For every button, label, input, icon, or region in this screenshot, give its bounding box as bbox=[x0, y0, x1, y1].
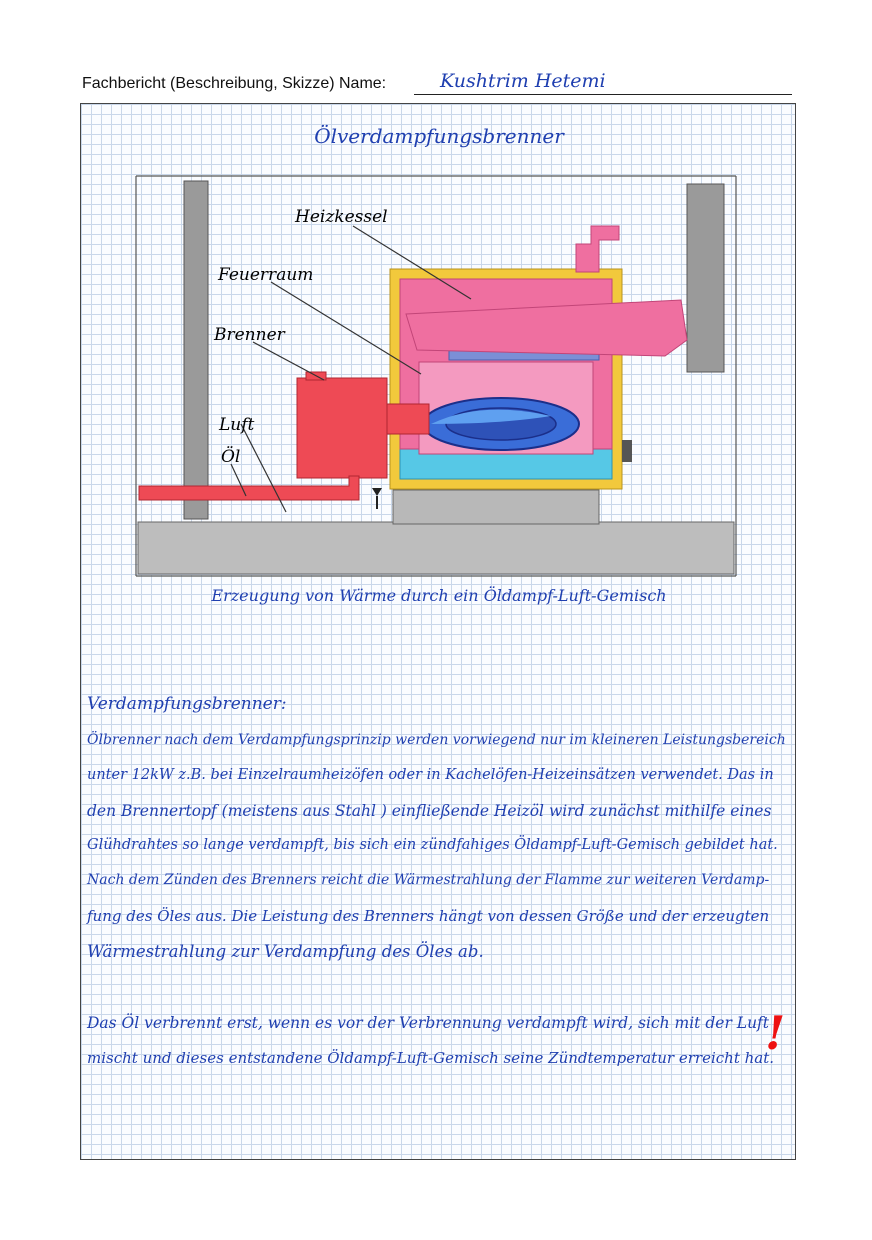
paragraph1-line: Ölbrenner nach dem Verdampfungsprinzip werden vorwiegend nur im kleineren Leistungsbereich bbox=[87, 732, 786, 748]
label-brenner: Brenner bbox=[214, 325, 285, 345]
expansion-pipe bbox=[576, 226, 619, 272]
right-wall bbox=[687, 184, 724, 372]
oil-supply-line bbox=[139, 476, 359, 500]
burner-sketch bbox=[81, 104, 796, 584]
paragraph1-line: fung des Öles aus. Die Leistung des Brenners hängt von dessen Größe und der erzeugten bbox=[87, 907, 770, 925]
label-heizkessel: Heizkessel bbox=[295, 207, 388, 227]
label-luft: Luft bbox=[219, 415, 255, 435]
label-feuerraum: Feuerraum bbox=[218, 265, 314, 285]
section-heading: Verdampfungsbrenner: bbox=[87, 694, 287, 714]
paragraph1-line: den Brennertopf (meistens aus Stahl ) einfließende Heizöl wird zunächst mithilfe eines bbox=[87, 802, 772, 820]
burner-body bbox=[297, 378, 387, 478]
left-wall bbox=[184, 181, 208, 519]
diagram-caption: Erzeugung von Wärme durch ein Öldampf-Luft-Gemisch bbox=[211, 586, 667, 605]
diagram-title: Ölverdampfungsbrenner bbox=[314, 124, 564, 148]
label-oel: Öl bbox=[221, 447, 241, 467]
paragraph2-line: Das Öl verbrennt erst, wenn es vor der Verbrennung verdampft wird, sich mit der Luft bbox=[87, 1014, 770, 1032]
name-underline bbox=[414, 94, 792, 95]
paragraph1-line: Wärmestrahlung zur Verdampfung des Öles ab. bbox=[87, 942, 484, 961]
drain-valve bbox=[622, 440, 632, 462]
emphasis-mark: ! bbox=[765, 1006, 786, 1060]
paragraph1-line: Glühdrahtes so lange verdampft, bis sich ein zündfahiges Öldampf-Luft-Gemisch gebildet hat. bbox=[87, 837, 778, 853]
floor-slab bbox=[138, 522, 734, 574]
leader-brenner bbox=[253, 342, 324, 380]
burner-nozzle bbox=[387, 404, 429, 434]
student-name: Kushtrim Hetemi bbox=[440, 70, 606, 92]
graph-paper-sheet bbox=[80, 103, 796, 1160]
paragraph2-line: mischt und dieses entstandene Öldampf-Luft-Gemisch seine Zündtemperatur erreicht hat. bbox=[87, 1049, 775, 1067]
report-header-label: Fachbericht (Beschreibung, Skizze) Name: bbox=[82, 75, 387, 92]
boiler-pedestal bbox=[393, 490, 599, 524]
air-inlet-arrow bbox=[372, 488, 382, 496]
paragraph1-line: Nach dem Zünden des Brenners reicht die Wärmestrahlung der Flamme zur weiteren Verdamp- bbox=[87, 872, 770, 888]
paragraph1-line: unter 12kW z.B. bei Einzelraumheizöfen oder in Kachelöfen-Heizeinsätzen verwendet. Das in bbox=[87, 767, 774, 783]
